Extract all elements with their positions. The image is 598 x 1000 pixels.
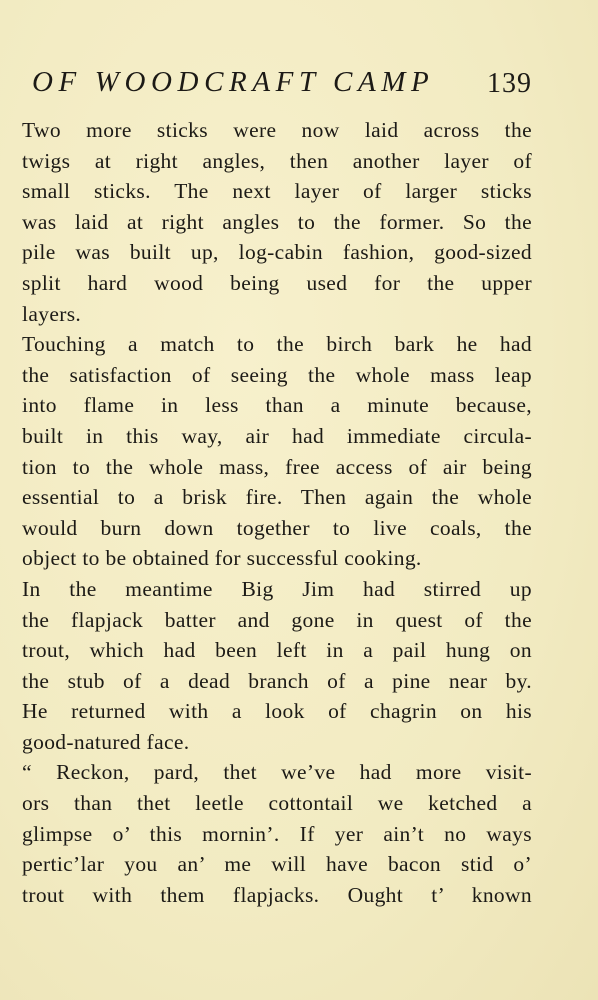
text-line: tion to the whole mass, free access of air being	[22, 454, 532, 479]
text-line: into flame in less than a minute because,	[22, 393, 532, 418]
text-line: pertic’lar you an’ me will have bacon stid o’	[22, 852, 532, 877]
text-line: Two more sticks were now laid across the	[22, 118, 532, 142]
text-line: split hard wood being used for the upper	[22, 270, 532, 295]
text-line: glimpse o’ this mornin’. If yer ain’t no ways	[22, 821, 532, 846]
text-line: ors than thet leetle cottontail we ketched a	[22, 791, 532, 816]
text-line: twigs at right angles, then another layer of	[22, 148, 532, 173]
text-line: would burn down together to live coals, the	[22, 515, 532, 540]
text-line: built in this way, air had immediate circula-	[22, 423, 532, 448]
text-line: the flapjack batter and gone in quest of the	[22, 607, 532, 632]
text-line: “ Reckon, pard, thet we’ve had more visit-	[22, 760, 532, 785]
text-line: the satisfaction of seeing the whole mass leap	[22, 362, 532, 387]
page-number: 139	[487, 68, 532, 99]
text-line: trout with them flapjacks. Ought t’ known	[22, 882, 532, 907]
text-line: good-natured face.	[22, 729, 190, 754]
body-text	[22, 115, 532, 910]
text-line: was laid at right angles to the former. So the	[22, 209, 532, 234]
text-line: the stub of a dead branch of a pine near by.	[22, 668, 532, 693]
text-line: pile was built up, log-cabin fashion, good-sized	[22, 240, 532, 265]
text-line: small sticks. The next layer of larger sticks	[22, 179, 532, 204]
text-line: He returned with a look of chagrin on his	[22, 699, 532, 724]
running-head	[32, 66, 532, 106]
running-title: OF WOODCRAFT CAMP	[32, 66, 435, 98]
text-line: layers.	[22, 301, 82, 326]
text-line: Touching a match to the birch bark he had	[22, 332, 532, 357]
text-line: object to be obtained for successful cooking.	[22, 546, 422, 571]
text-line: trout, which had been left in a pail hung on	[22, 638, 532, 663]
text-line: essential to a brisk fire. Then again the whole	[22, 485, 532, 510]
text-line: In the meantime Big Jim had stirred up	[22, 576, 532, 601]
